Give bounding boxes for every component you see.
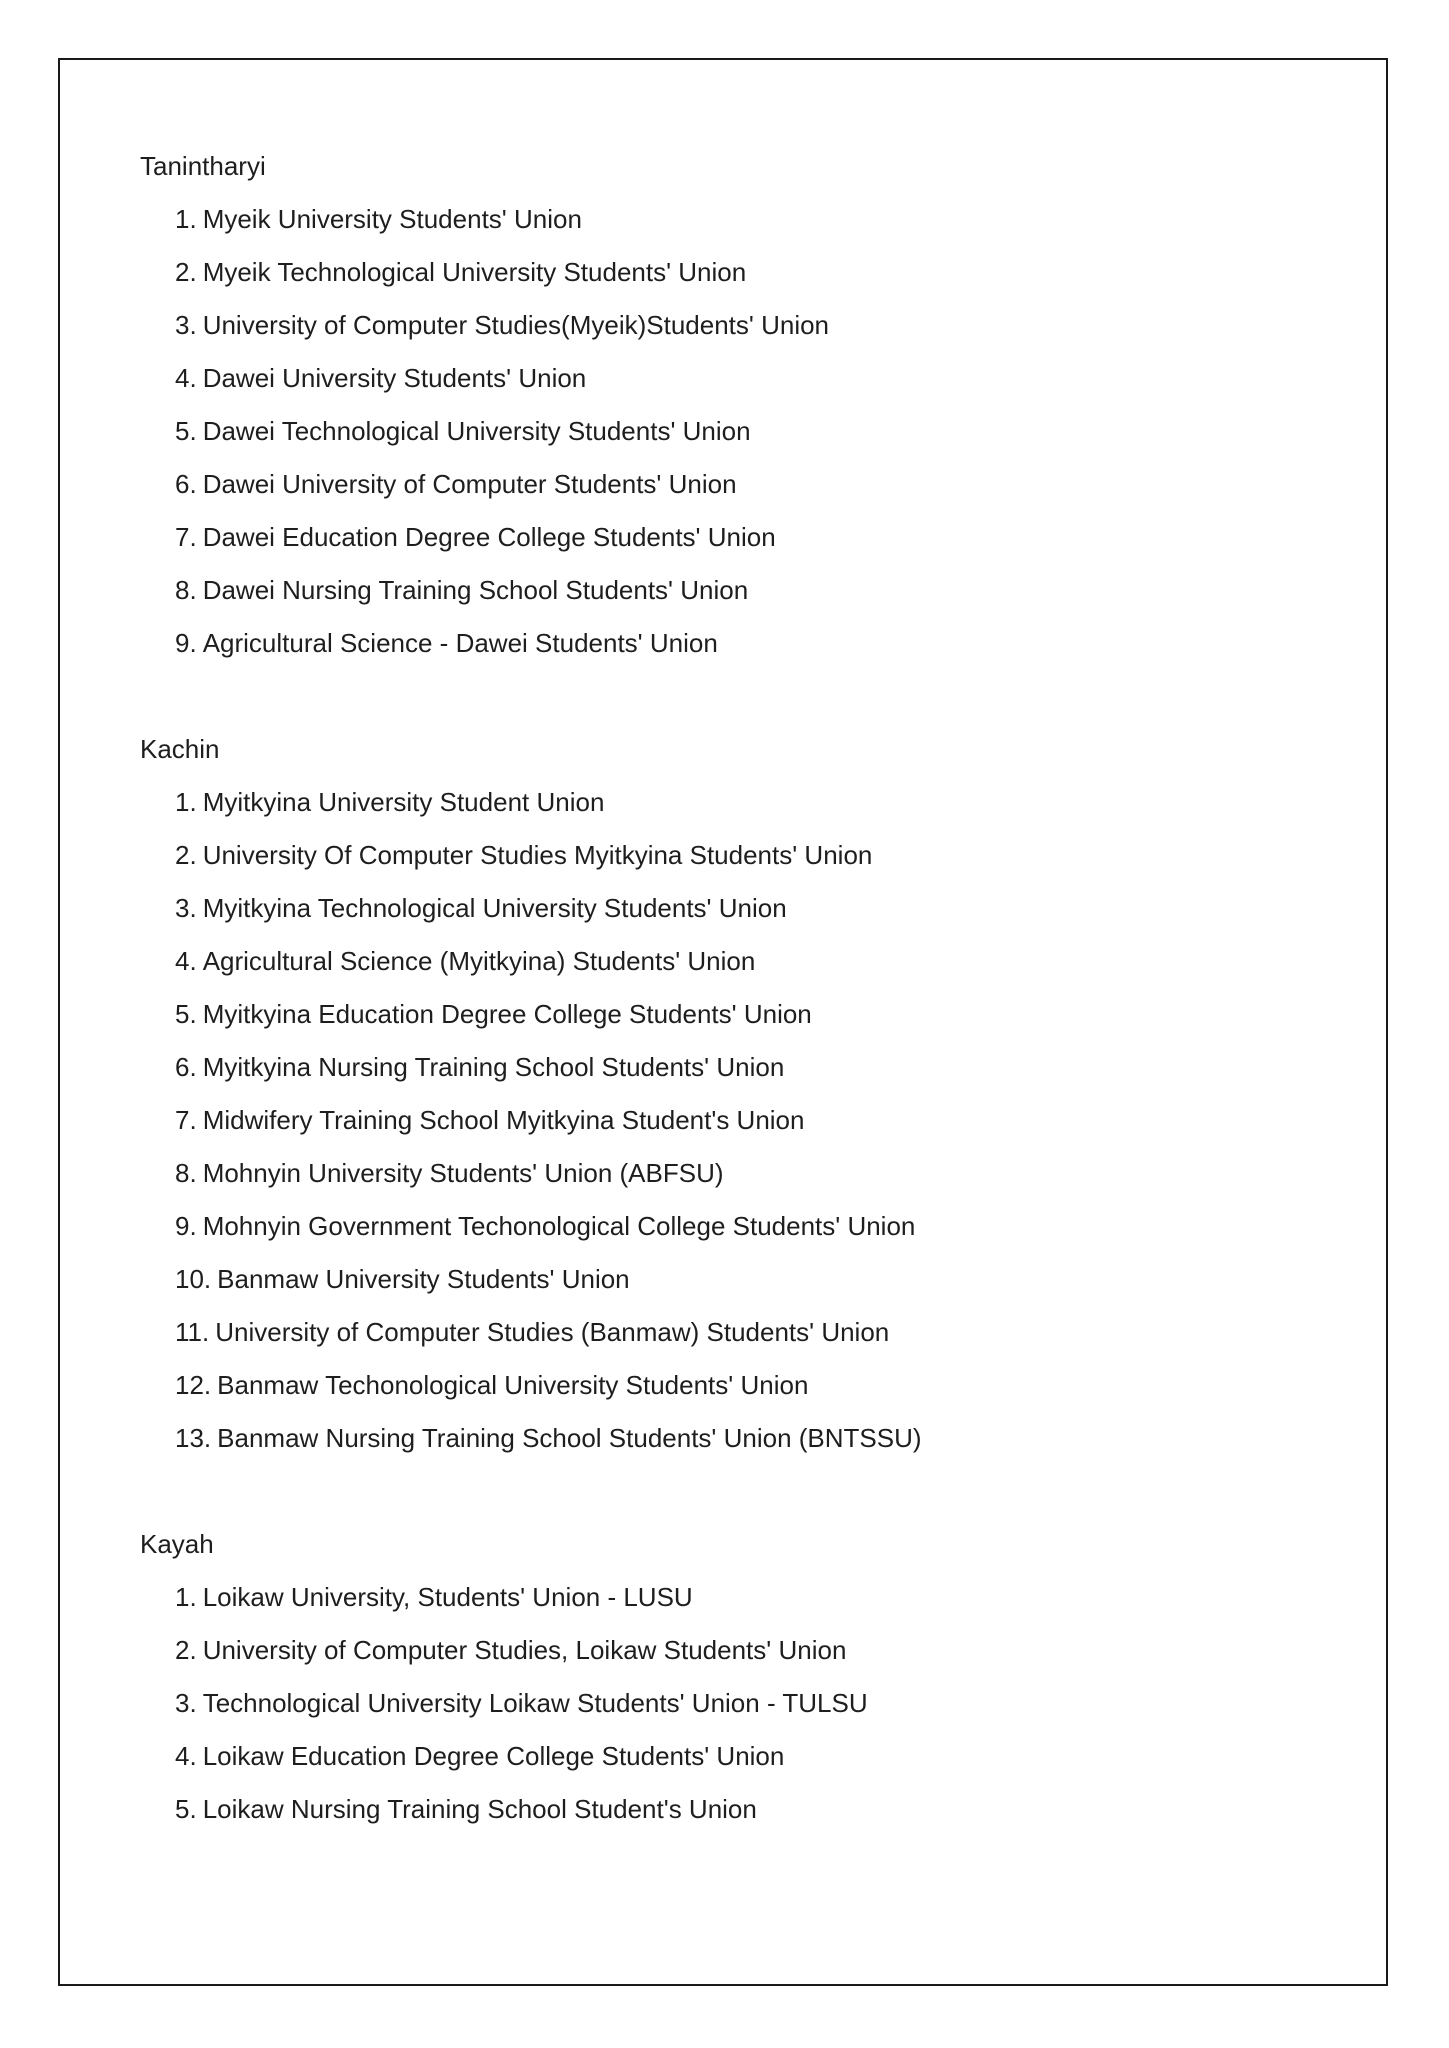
item-number: 10. (175, 1264, 212, 1294)
item-number: 6. (175, 1052, 197, 1082)
item-number: 1. (175, 1582, 197, 1612)
item-text: Mohnyin Government Techonological College Students' Union (202, 1211, 916, 1241)
item-number: 3. (175, 1688, 197, 1718)
list-item (175, 829, 1300, 882)
list-item (175, 1147, 1300, 1200)
item-number: 3. (175, 893, 197, 923)
list-item (175, 405, 1300, 458)
item-number: 4. (175, 1741, 197, 1771)
item-text: Agricultural Science - Dawei Students' Union (202, 628, 718, 658)
union-list (140, 1571, 1300, 1836)
list-item (175, 1730, 1300, 1783)
region-title: Kachin (140, 734, 220, 764)
item-number: 5. (175, 999, 197, 1029)
list-item (175, 1306, 1300, 1359)
document-body (140, 140, 1300, 1889)
item-text: Dawei Education Degree College Students' Union (202, 522, 776, 552)
item-text: Technological University Loikaw Students' Union - TULSU (202, 1688, 868, 1718)
item-text: Myitkyina Nursing Training School Students' Union (202, 1052, 785, 1082)
region-title: Tanintharyi (140, 151, 266, 181)
item-number: 1. (175, 204, 197, 234)
item-number: 9. (175, 1211, 197, 1241)
list-item (175, 1677, 1300, 1730)
list-item (175, 1783, 1300, 1836)
item-text: Agricultural Science (Myitkyina) Students' Union (202, 946, 756, 976)
list-item (175, 511, 1300, 564)
list-item (175, 564, 1300, 617)
list-item (175, 1041, 1300, 1094)
region-kachin (140, 723, 1300, 1465)
list-item (175, 1359, 1300, 1412)
item-number: 2. (175, 840, 197, 870)
list-item (175, 1253, 1300, 1306)
item-text: Banmaw Techonological University Students' Union (217, 1370, 809, 1400)
list-item (175, 246, 1300, 299)
item-text: Mohnyin University Students' Union (ABFSU) (202, 1158, 724, 1188)
item-number: 1. (175, 787, 197, 817)
item-number: 8. (175, 1158, 197, 1188)
list-item (175, 1571, 1300, 1624)
region-tanintharyi (140, 140, 1300, 670)
union-list (140, 776, 1300, 1465)
union-list (140, 193, 1300, 670)
list-item (175, 1094, 1300, 1147)
item-number: 3. (175, 310, 197, 340)
list-item (175, 1200, 1300, 1253)
item-text: Midwifery Training School Myitkyina Student's Union (202, 1105, 805, 1135)
item-number: 4. (175, 363, 197, 393)
item-number: 2. (175, 1635, 197, 1665)
item-text: Dawei Technological University Students' Union (202, 416, 751, 446)
list-item (175, 776, 1300, 829)
item-text: Banmaw Nursing Training School Students' Union (BNTSSU) (217, 1423, 922, 1453)
item-text: University of Computer Studies (Banmaw) Students' Union (215, 1317, 890, 1347)
item-number: 5. (175, 1794, 197, 1824)
list-item (175, 1412, 1300, 1465)
item-number: 6. (175, 469, 197, 499)
list-item (175, 1624, 1300, 1677)
item-text: Myeik University Students' Union (202, 204, 582, 234)
item-number: 7. (175, 522, 197, 552)
item-text: Dawei Nursing Training School Students' Union (202, 575, 749, 605)
item-text: Myitkyina Technological University Students' Union (202, 893, 787, 923)
item-number: 7. (175, 1105, 197, 1135)
item-number: 11. (175, 1317, 210, 1347)
item-number: 9. (175, 628, 197, 658)
item-text: Dawei University Students' Union (202, 363, 587, 393)
item-text: Loikaw University, Students' Union - LUSU (202, 1582, 693, 1612)
region-kayah (140, 1518, 1300, 1836)
item-text: Myitkyina University Student Union (202, 787, 605, 817)
list-item (175, 299, 1300, 352)
item-number: 12. (175, 1370, 212, 1400)
list-item (175, 988, 1300, 1041)
item-text: University Of Computer Studies Myitkyina Students' Union (202, 840, 873, 870)
list-item (175, 352, 1300, 405)
list-item (175, 617, 1300, 670)
list-item (175, 193, 1300, 246)
list-item (175, 458, 1300, 511)
list-item (175, 935, 1300, 988)
item-text: Myeik Technological University Students' Union (202, 257, 747, 287)
item-text: University of Computer Studies, Loikaw Students' Union (202, 1635, 847, 1665)
region-title: Kayah (140, 1529, 214, 1559)
item-number: 5. (175, 416, 197, 446)
item-number: 2. (175, 257, 197, 287)
item-text: Loikaw Nursing Training School Student's Union (202, 1794, 757, 1824)
item-number: 4. (175, 946, 197, 976)
list-item (175, 882, 1300, 935)
item-text: Banmaw University Students' Union (217, 1264, 630, 1294)
item-text: Myitkyina Education Degree College Students' Union (202, 999, 812, 1029)
item-text: Loikaw Education Degree College Students' Union (202, 1741, 785, 1771)
item-text: Dawei University of Computer Students' Union (202, 469, 737, 499)
item-text: University of Computer Studies(Myeik)Students' Union (202, 310, 830, 340)
item-number: 13. (175, 1423, 212, 1453)
item-number: 8. (175, 575, 197, 605)
